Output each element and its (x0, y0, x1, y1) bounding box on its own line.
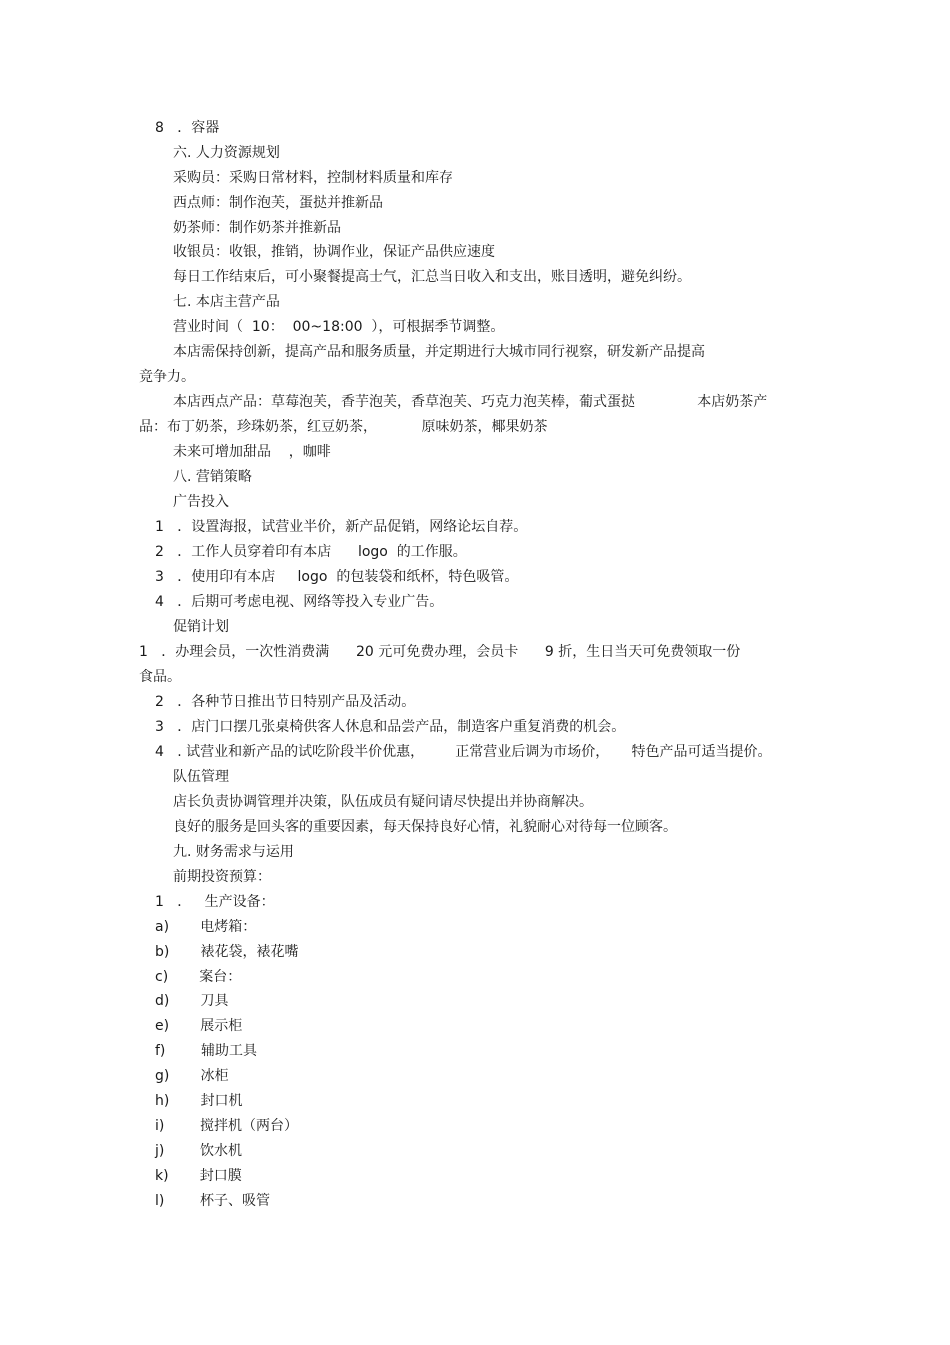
text-line: b) 裱花袋，裱花嘴 (155, 944, 299, 960)
text-line: i) 搅拌机（两台） (155, 1118, 298, 1134)
text-line: 竞争力。 (139, 369, 195, 385)
text-line: 队伍管理 (173, 769, 229, 785)
text-line: 4 . 试营业和新产品的试吃阶段半价优惠， 正常营业后调为市场价， 特色产品可适当提价。 (155, 744, 772, 760)
text-line: 3 ．使用印有本店 logo 的包装袋和纸杯，特色吸管。 (155, 569, 519, 585)
text-line: 每日工作结束后，可小聚餐提高士气，汇总当日收入和支出，账目透明，避免纠纷。 (173, 269, 691, 285)
text-line: 广告投入 (173, 494, 229, 510)
text-line: 六. 人力资源规划 (173, 145, 280, 161)
text-line: 八. 营销策略 (173, 469, 252, 485)
text-line: 本店西点产品：草莓泡芙，香芋泡芙，香草泡芙、巧克力泡芙棒，葡式蛋挞 本店奶茶产 (173, 394, 768, 410)
text-line: d) 刀具 (155, 993, 229, 1009)
text-line: 营业时间（ 10： 00~18:00 ），可根据季节调整。 (173, 319, 505, 335)
text-line: g) 冰柜 (155, 1068, 229, 1084)
text-line: 3 ．店门口摆几张桌椅供客人休息和品尝产品，制造客户重复消费的机会。 (155, 719, 626, 735)
text-line: j) 饮水机 (155, 1143, 242, 1159)
text-line: 西点师：制作泡芙，蛋挞并推新品 (173, 195, 383, 211)
text-line: 九. 财务需求与运用 (173, 844, 294, 860)
text-line: 本店需保持创新，提高产品和服务质量，并定期进行大城市同行视察，研发新产品提高 (173, 344, 705, 360)
text-line: 奶茶师：制作奶茶并推新品 (173, 220, 341, 236)
text-line: l) 杯子、吸管 (155, 1193, 270, 1209)
text-line: 收银员：收银，推销，协调作业，保证产品供应速度 (173, 244, 495, 260)
text-line: 2 ．工作人员穿着印有本店 logo 的工作服。 (155, 544, 467, 560)
text-line: 良好的服务是回头客的重要因素，每天保持良好心情，礼貌耐心对待每一位顾客。 (173, 819, 677, 835)
text-line: 未来可增加甜品 ，咖啡 (173, 444, 331, 460)
text-line: 1 ．设置海报，试营业半价，新产品促销，网络论坛自荐。 (155, 519, 528, 535)
text-line: 食品。 (139, 669, 181, 685)
text-line: k) 封口膜 (155, 1168, 242, 1184)
text-line: 品：布丁奶茶，珍珠奶茶，红豆奶茶， 原味奶茶，椰果奶茶 (139, 419, 548, 435)
text-line: 1 ． 生产设备： (155, 894, 275, 910)
text-line: 采购员：采购日常材料，控制材料质量和库存 (173, 170, 453, 186)
text-line: f) 辅助工具 (155, 1043, 257, 1059)
text-line: 七. 本店主营产品 (173, 294, 280, 310)
text-line: 4 ．后期可考虑电视、网络等投入专业广告。 (155, 594, 444, 610)
text-line: 促销计划 (173, 619, 229, 635)
text-line: 前期投资预算： (173, 869, 271, 885)
text-line: 2 ．各种节日推出节日特别产品及活动。 (155, 694, 416, 710)
text-line: a) 电烤箱： (155, 919, 257, 935)
text-line: 8 ．容器 (155, 120, 220, 136)
text-line: h) 封口机 (155, 1093, 243, 1109)
text-line: e) 展示柜 (155, 1018, 243, 1034)
text-line: 1 ．办理会员，一次性消费满 20 元可免费办理，会员卡 9 折，生日当天可免费领取一份 (139, 644, 741, 660)
text-line: 店长负责协调管理并决策，队伍成员有疑问请尽快提出并协商解决。 (173, 794, 593, 810)
text-line: c) 案台： (155, 969, 242, 985)
